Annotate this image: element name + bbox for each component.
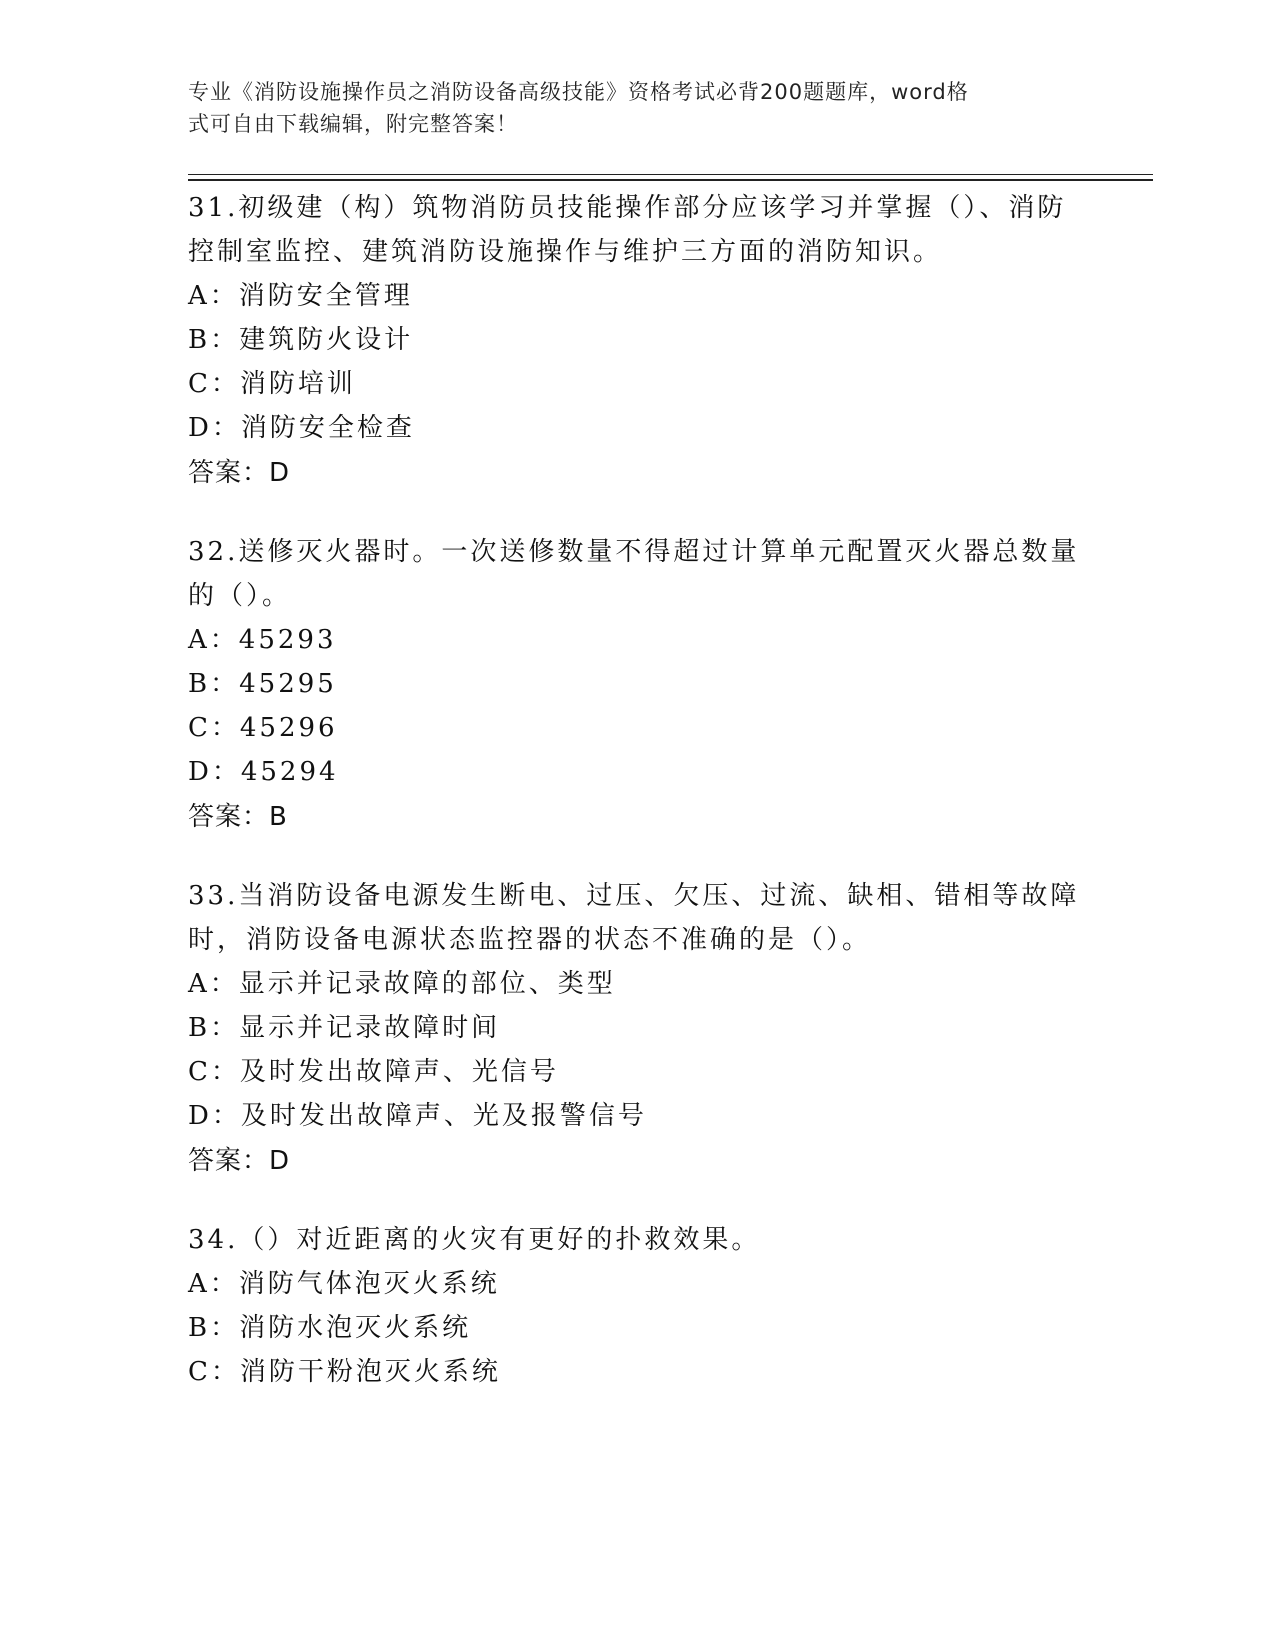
option-a: A：显示并记录故障的部位、类型	[188, 969, 616, 999]
question-stem	[188, 186, 1088, 274]
header-divider-thin	[188, 174, 1153, 175]
question-33	[188, 874, 1088, 1184]
question-stem-line: 的（）。	[188, 581, 292, 611]
question-stem	[188, 530, 1088, 618]
question-31	[188, 186, 1088, 496]
option-b: B：消防水泡灭火系统	[188, 1313, 472, 1343]
option-a: A：消防安全管理	[188, 281, 413, 311]
option-d: D：45294	[188, 757, 339, 787]
question-34	[188, 1218, 1088, 1394]
question-stem	[188, 874, 1088, 962]
answer-label: 答案：B	[188, 802, 288, 832]
question-stem-line: 33.当消防设备电源发生断电、过压、欠压、过流、缺相、错相等故障	[188, 881, 1080, 911]
option-d: D：及时发出故障声、光及报警信号	[188, 1101, 647, 1131]
header-line-2: 式可自由下载编辑，附完整答案！	[188, 112, 518, 136]
question-stem-line: 32.送修灭火器时。一次送修数量不得超过计算单元配置灭火器总数量	[188, 537, 1080, 567]
question-stem-line: 时，消防设备电源状态监控器的状态不准确的是（）。	[188, 925, 872, 955]
option-b: B：建筑防火设计	[188, 325, 414, 355]
question-32	[188, 530, 1088, 840]
option-b: B：45295	[188, 669, 337, 699]
option-c: C：消防培训	[188, 369, 356, 399]
document-header	[188, 76, 1088, 140]
question-stem-line: 控制室监控、建筑消防设施操作与维护三方面的消防知识。	[188, 237, 943, 267]
header-line-1: 专业《消防设施操作员之消防设备高级技能》资格考试必背200题题库，word格	[188, 80, 969, 104]
question-stem-line: 31.初级建（构）筑物消防员技能操作部分应该学习并掌握（）、消防	[188, 193, 1067, 223]
option-a: A：消防气体泡灭火系统	[188, 1269, 500, 1299]
answer-label: 答案：D	[188, 1146, 291, 1176]
option-b: B：显示并记录故障时间	[188, 1013, 501, 1043]
option-c: C：及时发出故障声、光信号	[188, 1057, 559, 1087]
option-c: C：45296	[188, 713, 338, 743]
answer-label: 答案：D	[188, 458, 291, 488]
option-d: D：消防安全检查	[188, 413, 415, 443]
header-divider-thick	[188, 179, 1153, 181]
question-stem	[188, 1218, 1088, 1262]
question-stem-line: 34.（）对近距离的火灾有更好的扑救效果。	[188, 1225, 761, 1255]
option-a: A：45293	[188, 625, 337, 655]
option-c: C：消防干粉泡灭火系统	[188, 1357, 501, 1387]
